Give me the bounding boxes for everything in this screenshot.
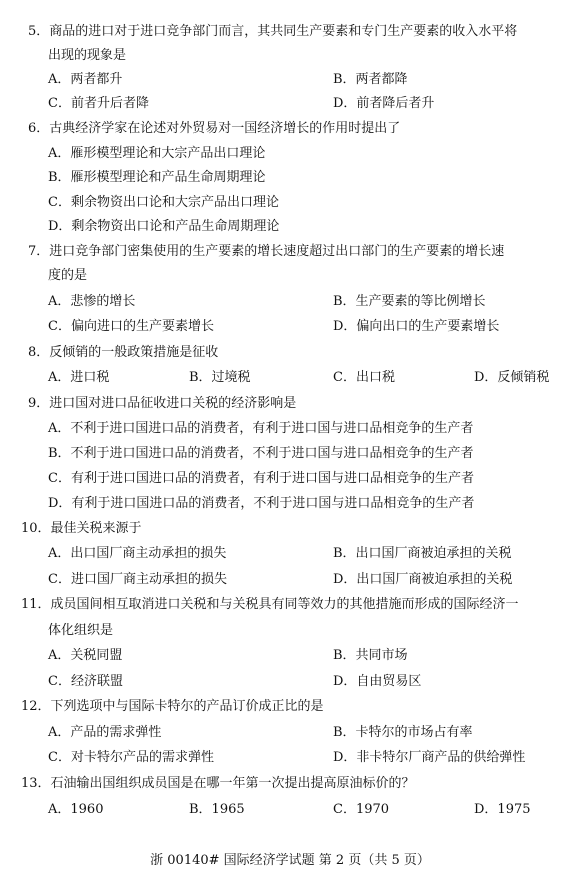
option: A．不利于进口国进口品的消费者，有利于进口国与进口品相竞争的生产者 [48, 421, 474, 436]
option: C．有利于进口国进口品的消费者，有利于进口国与进口品相竞争的生产者 [48, 471, 474, 486]
option: A．关税同盟 [48, 648, 123, 663]
option: C．经济联盟 [48, 674, 123, 689]
option: D．有利于进口国进口品的消费者，不利于进口国与进口品相竞争的生产者 [48, 496, 475, 511]
option: D．自由贸易区 [333, 674, 422, 689]
question-5-stem-cont: 出现的现象是 [48, 48, 127, 63]
option: B．两者都降 [333, 72, 408, 87]
option: D．前者降后者升 [333, 96, 435, 111]
question-10-stem: 10．最佳关税来源于 [21, 521, 142, 536]
question-6-stem: 6．古典经济学家在论述对外贸易对一国经济增长的作用时提出了 [28, 121, 401, 136]
question-13-stem: 13．石油输出国组织成员国是在哪一年第一次提出提高原油标价的？ [21, 776, 415, 791]
option: B．卡特尔的市场占有率 [333, 725, 473, 740]
option: D．1975 [474, 802, 531, 817]
option: B．1965 [189, 802, 245, 817]
option: C．进口国厂商主动承担的损失 [48, 572, 227, 587]
option: A．两者都升 [48, 72, 123, 87]
option: C．对卡特尔产品的需求弹性 [48, 750, 214, 765]
option: A．雁形模型理论和大宗产品出口理论 [48, 146, 266, 161]
option: C．1970 [333, 802, 390, 817]
question-5-stem: 5．商品的进口对于进口竞争部门而言，其共同生产要素和专门生产要素的收入水平将 [28, 24, 518, 39]
question-11-stem: 11．成员国间相互取消进口关税和与关税具有同等效力的其他措施而形成的国际经济一 [21, 597, 519, 612]
option: B．生产要素的等比例增长 [333, 294, 486, 309]
question-7-stem-cont: 度的是 [48, 268, 88, 283]
option: D．反倾销税 [474, 370, 550, 385]
option: B．共同市场 [333, 648, 408, 663]
option: D．非卡特尔厂商产品的供给弹性 [333, 750, 526, 765]
option: A．1960 [48, 802, 104, 817]
option: B．不利于进口国进口品的消费者，不利于进口国与进口品相竞争的生产者 [48, 446, 474, 461]
option: A．出口国厂商主动承担的损失 [48, 546, 227, 561]
option: A．产品的需求弹性 [48, 725, 162, 740]
question-8-stem: 8．反倾销的一般政策措施是征收 [28, 345, 219, 360]
option: C．偏向进口的生产要素增长 [48, 319, 214, 334]
option: C．前者升后者降 [48, 96, 149, 111]
question-7-stem: 7．进口竞争部门密集使用的生产要素的增长速度超过出口部门的生产要素的增长速 [28, 244, 505, 259]
option: A．进口税 [48, 370, 110, 385]
option: C．剩余物资出口论和大宗产品出口理论 [48, 195, 279, 210]
page-footer: 浙 00140# 国际经济学试题 第 2 页（共 5 页） [150, 853, 430, 868]
option: B．出口国厂商被迫承担的关税 [333, 546, 512, 561]
option: B．过境税 [189, 370, 251, 385]
question-11-stem-cont: 体化组织是 [48, 623, 114, 638]
option: A．悲惨的增长 [48, 294, 136, 309]
option: D．剩余物资出口论和产品生命周期理论 [48, 219, 280, 234]
option: C．出口税 [333, 370, 395, 385]
question-12-stem: 12．下列选项中与国际卡特尔的产品订价成正比的是 [21, 699, 324, 714]
option: D．偏向出口的生产要素增长 [333, 319, 500, 334]
question-9-stem: 9．进口国对进口品征收进口关税的经济影响是 [28, 396, 297, 411]
option: D．出口国厂商被迫承担的关税 [333, 572, 513, 587]
option: B．雁形模型理论和产品生命周期理论 [48, 170, 266, 185]
